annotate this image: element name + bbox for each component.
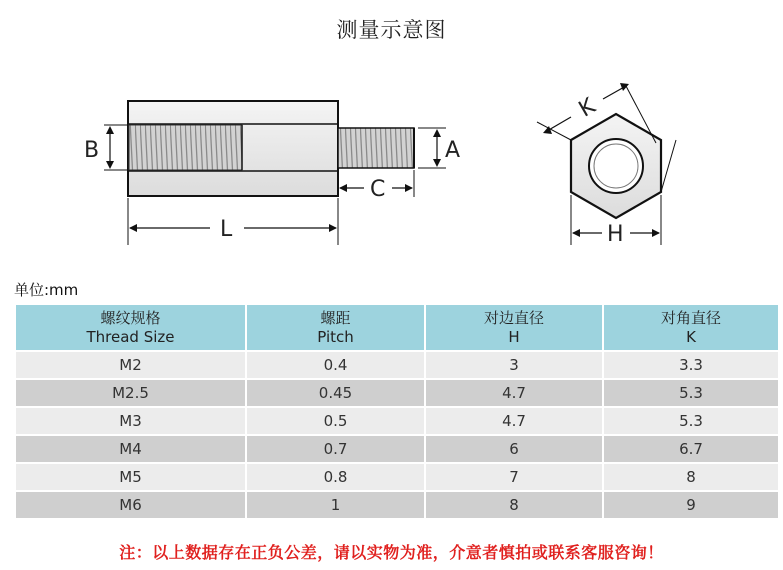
label-a: A	[445, 138, 461, 163]
cell-pitch: 1	[247, 492, 424, 518]
table-row	[16, 492, 778, 518]
page-title: 测量示意图	[336, 18, 447, 42]
table-row	[16, 464, 778, 490]
header-corner-diameter	[604, 305, 778, 350]
header-en: K	[686, 327, 696, 346]
label-h: H	[607, 222, 624, 247]
cell-thread-size: M5	[16, 464, 245, 490]
cell-thread-size: M4	[16, 436, 245, 462]
cell-k: 8	[604, 464, 778, 490]
header-pitch	[247, 305, 424, 350]
cell-pitch: 0.5	[247, 408, 424, 434]
header-en: H	[508, 327, 520, 346]
dimension-l	[128, 198, 338, 245]
cell-h: 4.7	[426, 408, 602, 434]
label-l: L	[220, 217, 233, 242]
header-en: Thread Size	[86, 327, 175, 346]
cell-pitch: 0.8	[247, 464, 424, 490]
dimension-b	[104, 125, 128, 170]
cell-h: 4.7	[426, 380, 602, 406]
header-flat-diameter	[426, 305, 602, 350]
header-zh: 螺距	[320, 308, 351, 327]
dimension-a	[418, 128, 446, 168]
cell-thread-size: M3	[16, 408, 245, 434]
cell-h: 8	[426, 492, 602, 518]
spec-table	[14, 303, 780, 520]
cell-thread-size: M2	[16, 352, 245, 378]
header-zh: 对角直径	[660, 308, 721, 327]
header-en: Pitch	[317, 327, 354, 346]
measurement-diagram	[0, 60, 783, 260]
header-thread-size	[16, 305, 245, 350]
header-zh: 对边直径	[483, 308, 544, 327]
disclaimer-note: 注：以上数据存在正负公差，请以实物为准，介意者慎拍或联系客服咨询！	[119, 543, 664, 562]
table-header-row	[16, 305, 778, 350]
table-row	[16, 380, 778, 406]
table-row	[16, 352, 778, 378]
male-thread	[338, 128, 414, 168]
unit-label: 单位:mm	[14, 281, 79, 299]
cell-h: 3	[426, 352, 602, 378]
label-b: B	[84, 138, 100, 163]
hexagon-view	[571, 114, 661, 218]
cell-pitch: 0.45	[247, 380, 424, 406]
cell-h: 6	[426, 436, 602, 462]
standoff-body	[128, 101, 338, 196]
cell-k: 5.3	[604, 380, 778, 406]
cell-k: 3.3	[604, 352, 778, 378]
cell-pitch: 0.4	[247, 352, 424, 378]
label-c: C	[370, 177, 386, 202]
cell-k: 6.7	[604, 436, 778, 462]
header-zh: 螺纹规格	[100, 308, 161, 327]
cell-k: 9	[604, 492, 778, 518]
cell-k: 5.3	[604, 408, 778, 434]
table-row	[16, 408, 778, 434]
cell-thread-size: M6	[16, 492, 245, 518]
cell-pitch: 0.7	[247, 436, 424, 462]
table-row	[16, 436, 778, 462]
label-k: K	[574, 93, 600, 123]
cell-h: 7	[426, 464, 602, 490]
cell-thread-size: M2.5	[16, 380, 245, 406]
